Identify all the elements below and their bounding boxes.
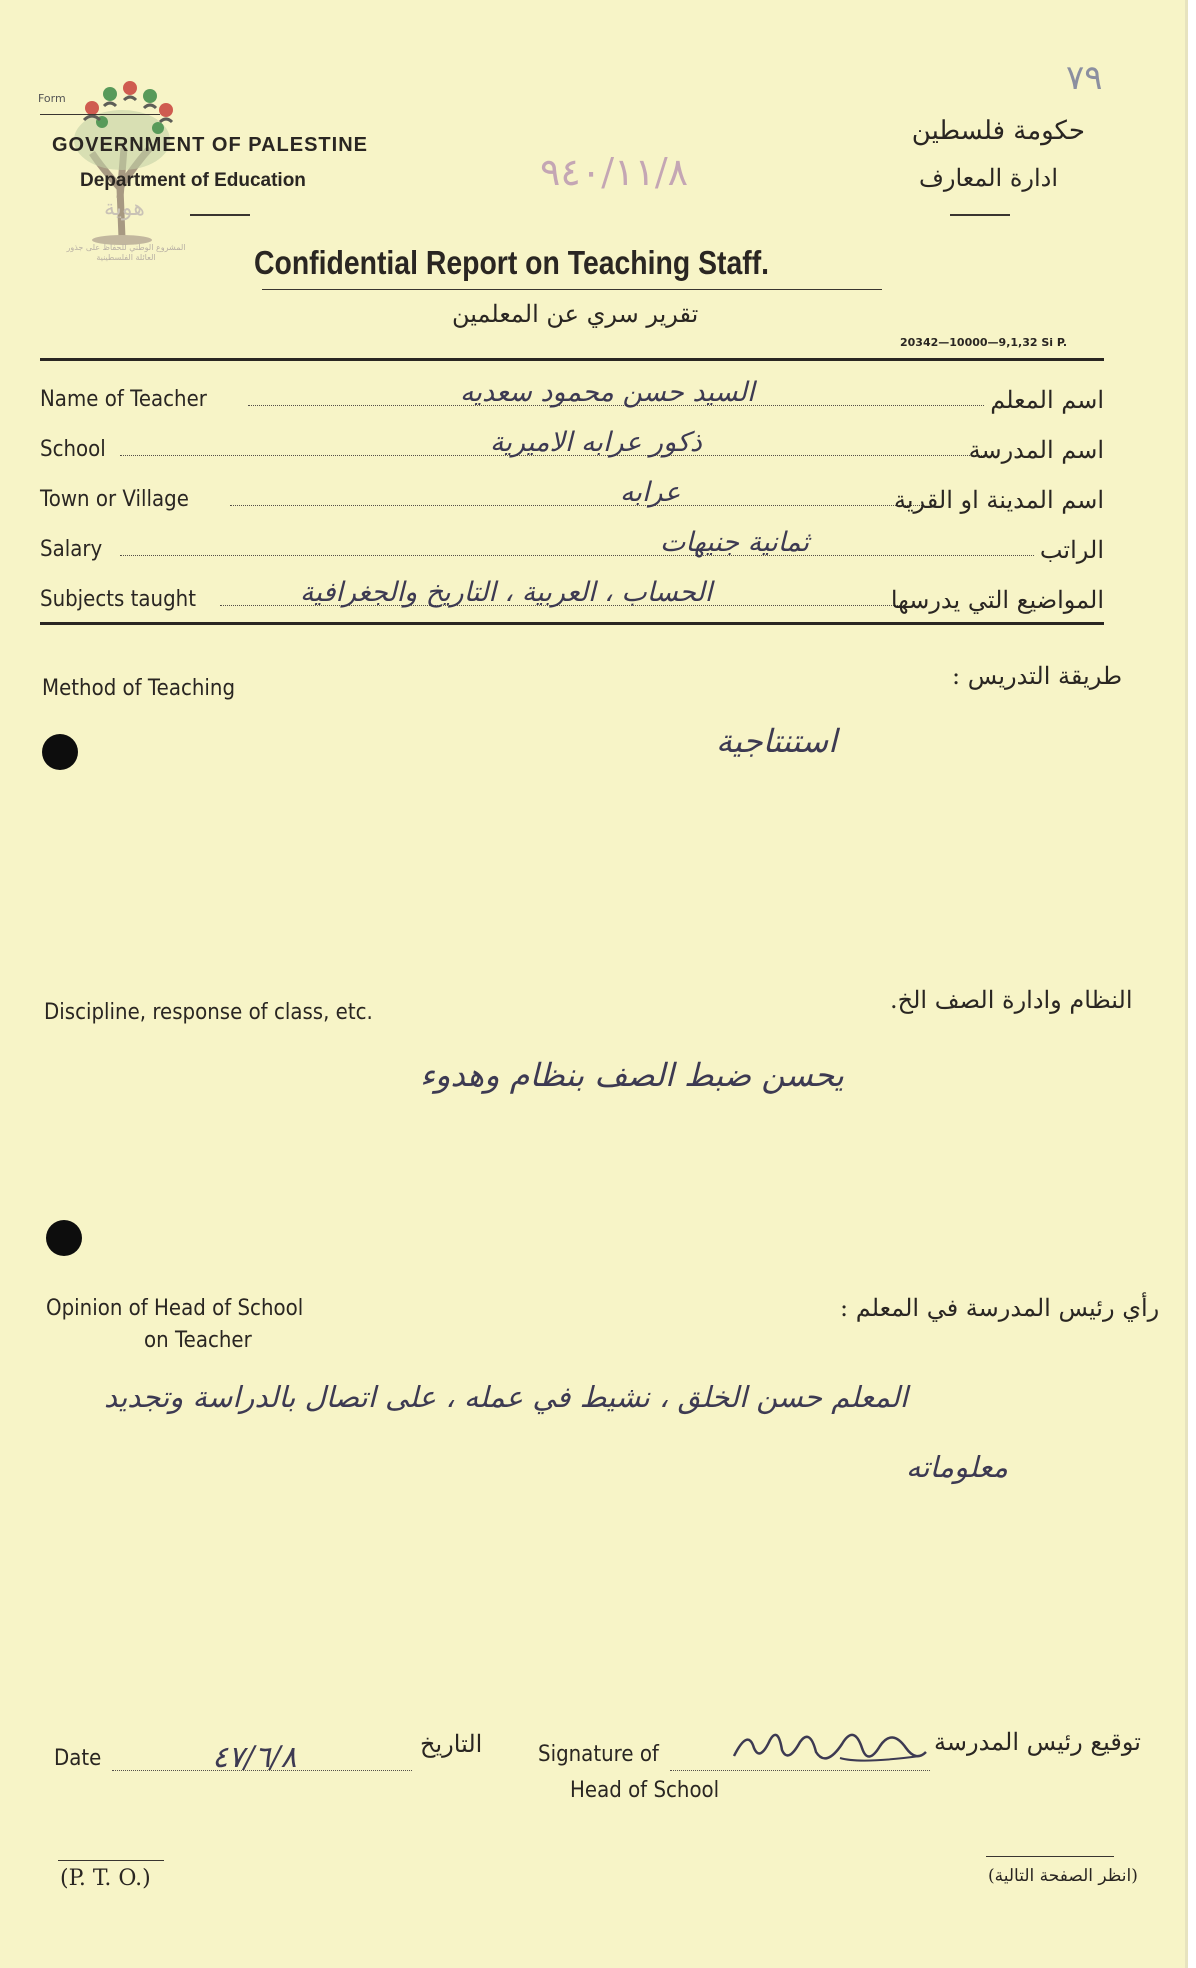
field-value: ذكور عرابه الاميرية — [490, 427, 702, 458]
date-value: ٤٧/٦/٨ — [212, 1740, 297, 1775]
government-title-ar: حكومة فلسطين — [911, 116, 1085, 146]
field-label-ar: اسم المعلم — [990, 386, 1104, 414]
discipline-label-ar: النظام وادارة الصف الخ. — [890, 986, 1133, 1014]
field-label-en: Salary — [40, 537, 103, 562]
field-dotted-line — [230, 505, 924, 506]
stamp-date: ٩٤٠/١١/٨ — [540, 150, 689, 194]
government-title-en: GOVERNMENT OF PALESTINE — [52, 134, 368, 156]
field-subjects-taught — [40, 574, 1104, 614]
form-number: Form — [38, 92, 66, 105]
field-salary — [40, 524, 1104, 564]
field-town-or-village — [40, 474, 1104, 514]
discipline-label-en: Discipline, response of class, etc. — [44, 1000, 373, 1025]
field-value: ثمانية جنيهات — [660, 527, 810, 558]
method-value: استنتاجية — [716, 722, 838, 760]
punch-hole — [46, 1220, 82, 1256]
header-dash-right — [950, 214, 1010, 216]
top-rule — [40, 114, 160, 115]
page-number: ٧٩ — [1066, 58, 1103, 98]
pto-label: (P. T. O.) — [60, 1866, 151, 1891]
opinion-label-en-line2: on Teacher — [144, 1328, 252, 1353]
field-label-ar: الراتب — [1039, 536, 1104, 564]
field-label-en: Name of Teacher — [40, 387, 207, 412]
opinion-value-line1: المعلم حسن الخلق ، نشيط في عمله ، على اتصال بالدراسة وتجديد — [104, 1380, 908, 1414]
print-code: 20342—10000—9,1,32 Si P. — [900, 336, 1068, 349]
method-label-ar: طريقة التدريس : — [952, 662, 1123, 690]
signature-label-en-line1: Signature of — [538, 1742, 659, 1767]
signature-label-ar: توقيع رئيس المدرسة — [934, 1728, 1141, 1756]
handwritten-signature — [730, 1718, 930, 1774]
field-dotted-line — [120, 555, 1034, 556]
field-value: الحساب ، العربية ، التاريخ والجغرافية — [300, 577, 713, 608]
title-underline — [262, 289, 882, 290]
date-label-en: Date — [54, 1746, 102, 1771]
department-title-ar: ادارة المعارف — [918, 164, 1058, 192]
header-dash-left — [190, 214, 250, 216]
discipline-value: يحسن ضبط الصف بنظام وهدوء — [420, 1056, 844, 1094]
field-label-en: Subjects taught — [40, 587, 196, 612]
report-title-en: Confidential Report on Teaching Staff. — [254, 244, 770, 281]
department-title-en: Department of Education — [80, 170, 306, 191]
field-label-ar: اسم المدينة او القرية — [893, 486, 1104, 514]
method-label-en: Method of Teaching — [42, 676, 236, 701]
field-value: السيد حسن محمود سعديه — [460, 377, 755, 408]
field-name-of-teacher — [40, 374, 1104, 414]
pto-ar-rule — [986, 1856, 1114, 1857]
fields-divider — [40, 622, 1104, 625]
field-label-ar: اسم المدرسة — [968, 436, 1104, 464]
report-title-ar: تقرير سري عن المعلمين — [452, 300, 699, 328]
header-divider — [40, 358, 1104, 361]
field-school — [40, 424, 1104, 464]
opinion-value-line2: معلوماته — [906, 1450, 1009, 1484]
date-label-ar: التاريخ — [420, 1730, 483, 1758]
signature-label-en-line2: Head of School — [570, 1778, 720, 1803]
field-label-en: School — [40, 437, 106, 462]
opinion-label-en-line1: Opinion of Head of School — [46, 1296, 304, 1321]
opinion-label-ar: رأي رئيس المدرسة في المعلم : — [840, 1294, 1160, 1322]
watermark-title: هوية — [104, 196, 145, 221]
watermark-subtitle: المشروع الوطني للحفاظ على جذور العائلة الفلسطينية — [66, 243, 186, 263]
pto-rule — [58, 1860, 164, 1861]
punch-hole — [42, 734, 78, 770]
field-label-en: Town or Village — [40, 487, 189, 512]
field-value: عرابه — [620, 477, 681, 508]
field-label-ar: المواضيع التي يدرسها — [890, 586, 1104, 614]
pto-label-ar: (انظر الصفحة التالية) — [988, 1866, 1138, 1886]
